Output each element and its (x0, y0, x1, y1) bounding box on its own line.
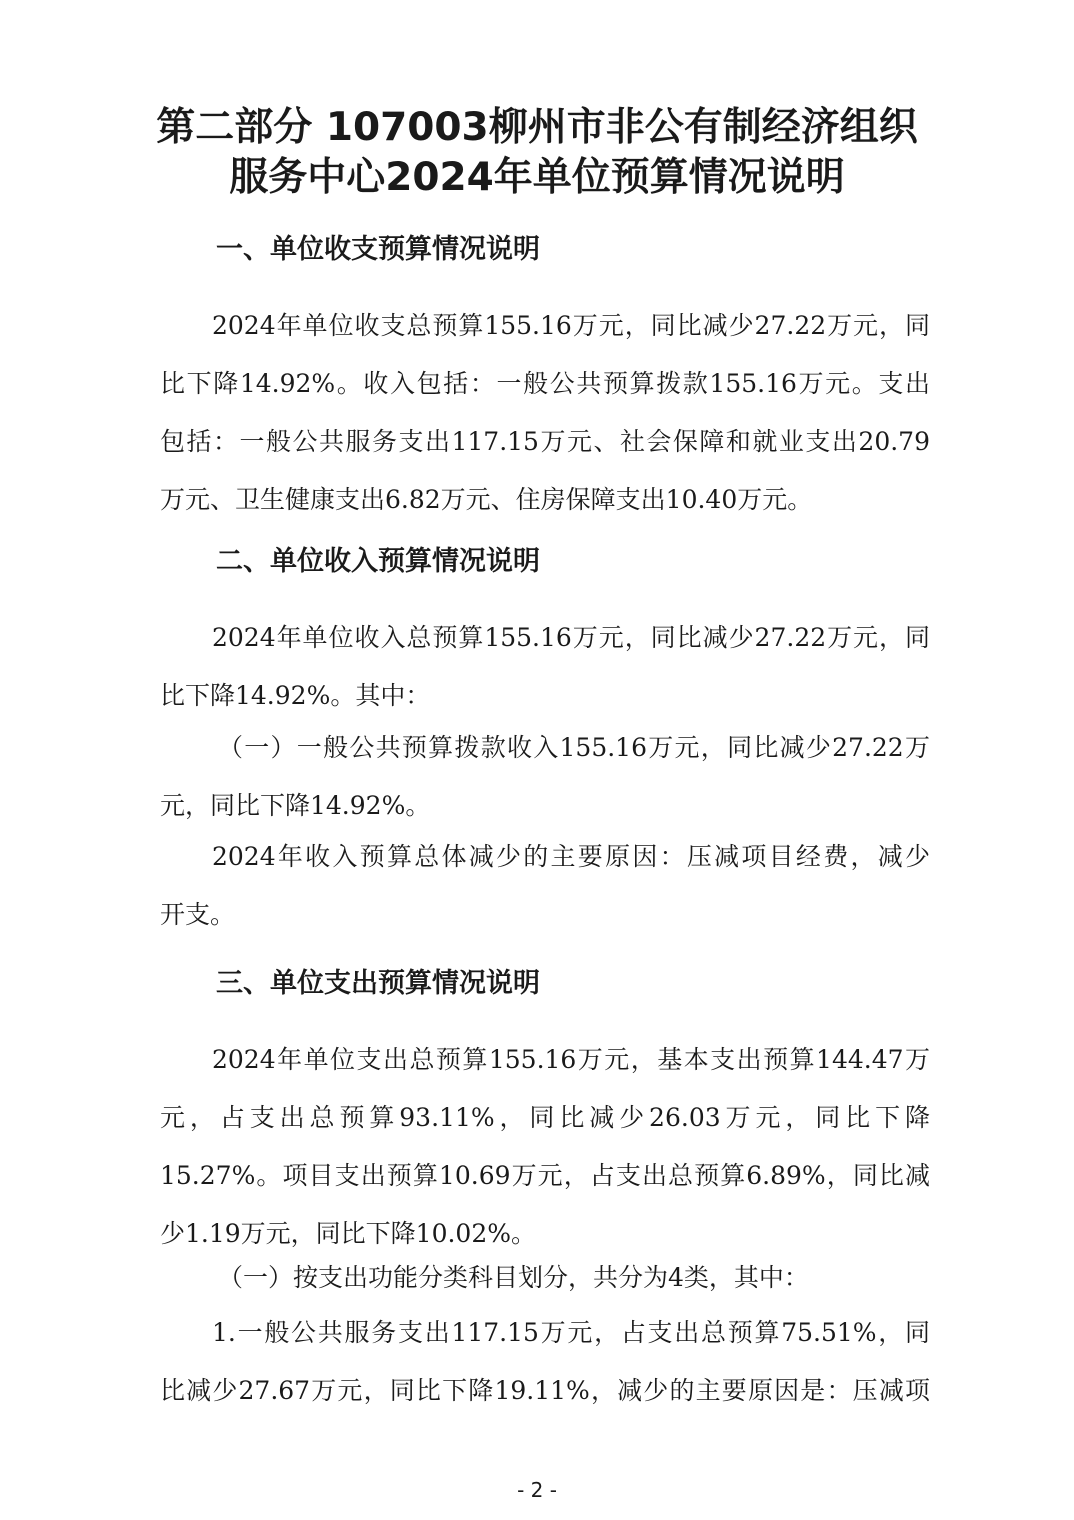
section-2-paragraph-1 (160, 609, 930, 725)
text-line: 比下降14.92%。收入包括：一般公共预算拨款155.16万元。支出 (160, 369, 930, 398)
section-1-paragraph-1 (160, 297, 930, 529)
title-line-1: 第二部分 107003柳州市非公有制经济组织 (156, 105, 918, 150)
text-line: 2024年单位收支总预算155.16万元，同比减少27.22万元，同 (212, 311, 930, 340)
text-line: 2024年收入预算总体减少的主要原因：压减项目经费，减少 (212, 842, 930, 871)
text-line: 比下降14.92%。其中： (160, 681, 431, 710)
section-2-paragraph-3 (160, 828, 930, 944)
document-title (80, 103, 994, 203)
section-3-paragraph-2 (160, 1249, 930, 1307)
text-line: （一）一般公共预算拨款收入155.16万元，同比减少27.22万 (218, 733, 930, 762)
text-line: 开支。 (160, 900, 236, 929)
text-line: 万元、卫生健康支出6.82万元、住房保障支出10.40万元。 (160, 485, 813, 514)
text-line: 2024年单位收入总预算155.16万元，同比减少27.22万元，同 (212, 623, 930, 652)
text-line: 1.一般公共服务支出117.15万元，占支出总预算75.51%，同 (212, 1318, 930, 1347)
text-line: 元，占支出总预算93.11%，同比减少26.03万元，同比下降 (160, 1103, 930, 1132)
title-line-2: 服务中心2024年单位预算情况说明 (229, 155, 845, 200)
text-line: 15.27%。项目支出预算10.69万元，占支出总预算6.89%，同比减 (160, 1161, 930, 1190)
section-2-heading: 二、单位收入预算情况说明 (216, 546, 540, 577)
text-line: 比减少27.67万元，同比下降19.11%，减少的主要原因是：压减项 (160, 1376, 930, 1405)
text-line: 少1.19万元，同比下降10.02%。 (160, 1219, 536, 1248)
section-1-heading: 一、单位收支预算情况说明 (216, 234, 540, 265)
text-line: 包括：一般公共服务支出117.15万元、社会保障和就业支出20.79 (160, 427, 930, 456)
section-3-paragraph-3 (160, 1304, 930, 1420)
text-line: 2024年单位支出总预算155.16万元，基本支出预算144.47万 (212, 1045, 930, 1074)
text-line: （一）按支出功能分类科目划分，共分为4类，其中： (218, 1263, 809, 1292)
section-3-paragraph-1 (160, 1031, 930, 1263)
section-3-heading: 三、单位支出预算情况说明 (216, 968, 540, 999)
section-2-paragraph-2 (160, 719, 930, 835)
text-line: 元，同比下降14.92%。 (160, 791, 431, 820)
page-number: - 2 - (517, 1478, 557, 1502)
